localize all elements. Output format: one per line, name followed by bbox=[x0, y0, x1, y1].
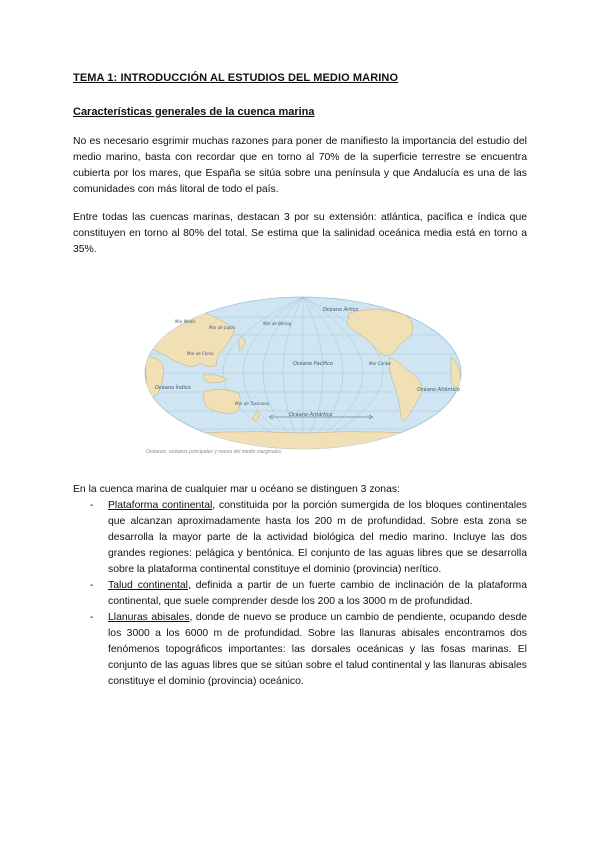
world-map-svg bbox=[143, 295, 463, 455]
label-caribbean: Mar Caribe bbox=[369, 361, 391, 366]
label-arctic: Océano Ártico bbox=[323, 307, 359, 313]
document-title: TEMA 1: INTRODUCCIÓN AL ESTUDIOS DEL MEDIO MARINO bbox=[73, 72, 399, 84]
list-dash: - bbox=[90, 612, 94, 623]
list-item-llanuras bbox=[90, 610, 527, 690]
text-plataforma: , constituida por la porción sumergida de los bloques continentales que alcanzan aproximadamente hasta los 200 m de profundidad. Sobre esta zona se desarrolla la mayor parte de la actividad biológica del medio marino. Incluye las dos grandes regiones: pelágica y bentónica. El conjunto de las aguas libres que se desarrolla sobre la plataforma continental constituye el dominio (provincia) nerítico. bbox=[108, 500, 527, 575]
list-item-talud bbox=[90, 578, 527, 610]
paragraph-basins: Entre todas las cuencas marinas, destacan 3 por su extensión: atlántica, pacífica e índica que constituyen en torno al 80% del total. Se estima que la salinidad oceánica media está en torno a 35%. bbox=[73, 212, 527, 255]
paragraph-importance: No es necesario esgrimir muchas razones para poner de manifiesto la importancia del estudio del medio marino, basta con recordar que en torno al 70% de la superficie terrestre se encuentra cubierta por los mares, que España se sitúa sobre una península y que Andalucía es una de las comunidades con más litoral de todo el país. bbox=[73, 136, 527, 195]
label-pacific: Océano Pacífico bbox=[293, 361, 333, 367]
label-china-sea: Mar de China bbox=[187, 351, 214, 356]
zones-intro: En la cuenca marina de cualquier mar u océano se distinguen 3 zonas: bbox=[73, 484, 400, 495]
label-japan-sea: Mar de Japón bbox=[209, 325, 236, 330]
label-indian: Océano Índico bbox=[155, 385, 191, 391]
list-item-plataforma bbox=[90, 498, 527, 578]
world-ocean-map bbox=[143, 295, 463, 455]
term-plataforma: Plataforma continental bbox=[108, 500, 213, 511]
section-heading: Características generales de la cuenca marina bbox=[73, 106, 315, 118]
label-antarctic: Océano Antártico bbox=[289, 412, 333, 418]
list-dash: - bbox=[90, 580, 94, 591]
list-dash: - bbox=[90, 500, 94, 511]
map-caption: Océanos, océanos principales y mares del medio marginales. bbox=[146, 449, 283, 455]
text-talud: , definida a partir de un fuerte cambio de inclinación de la plataforma continental, que suele comprender desde los 200 a los 3000 m de profundidad. bbox=[108, 580, 527, 607]
label-tasman-sea: Mar de Tasmania bbox=[235, 401, 270, 406]
term-talud: Talud continental bbox=[108, 580, 188, 591]
label-bering-sea: Mar de Bering bbox=[263, 321, 292, 326]
text-llanuras: , donde de nuevo se produce un cambio de pendiente, ocupando desde los 3000 a los 6000 m de profundidad. Sobre las llanuras abisales encontramos dos fenómenos topográficos importantes: las dorsales oceánicas y las fosas marinas. El conjunto de las aguas libres que se sitúan sobre el talud continental y las llanuras abisales constituye el dominio (provincia) oceánico. bbox=[108, 612, 528, 687]
land-greenland bbox=[411, 305, 433, 317]
label-mediterranean: Mar Medit. bbox=[175, 319, 197, 324]
zones-list bbox=[90, 498, 527, 690]
land-europe-east bbox=[445, 321, 461, 345]
term-llanuras: Llanuras abisales bbox=[108, 612, 190, 623]
label-atlantic: Océano Atlántico bbox=[417, 387, 460, 393]
